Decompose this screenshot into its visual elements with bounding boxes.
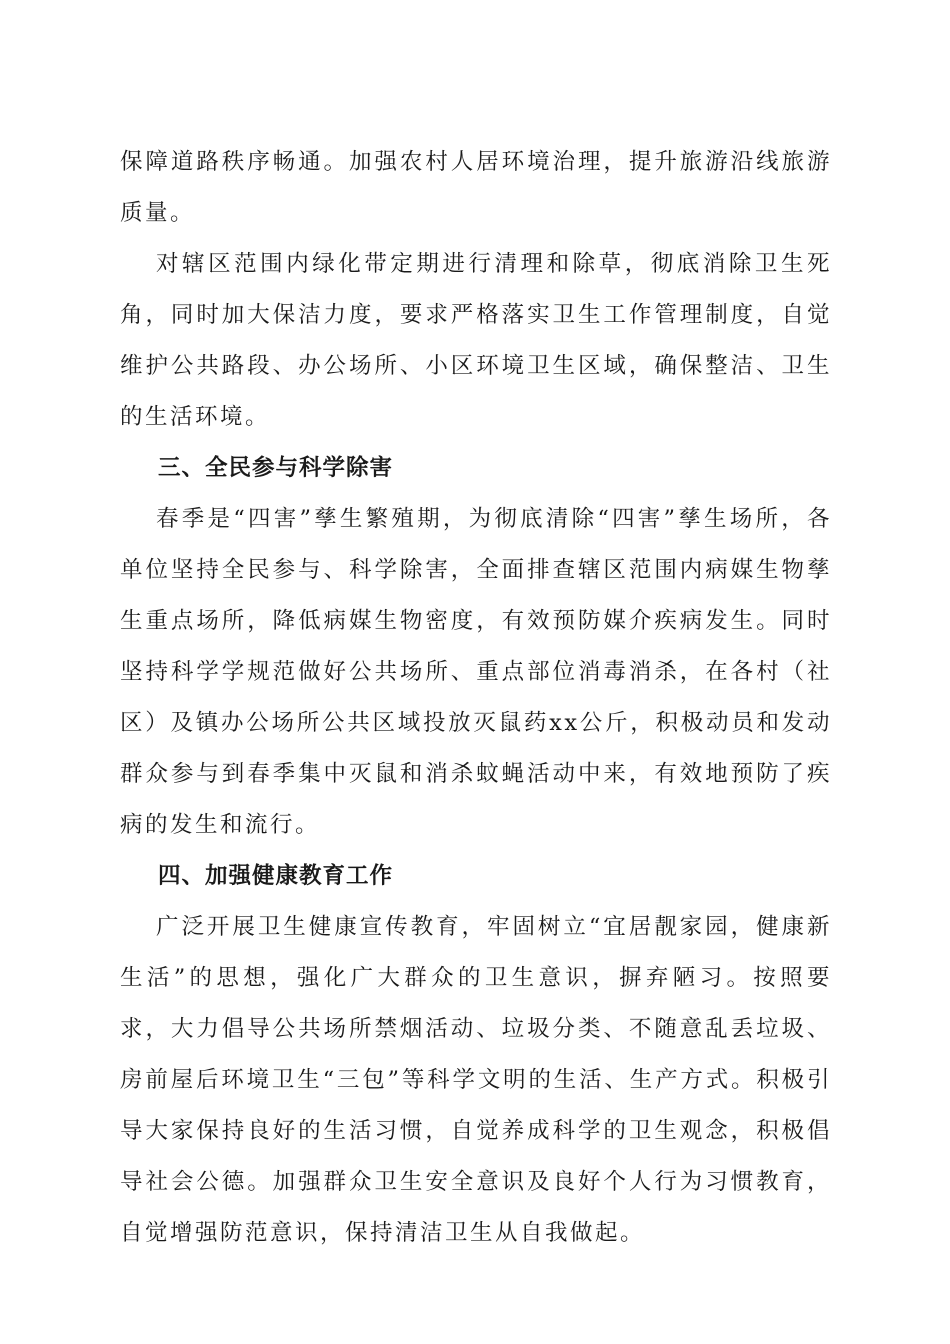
- paragraph-pest-control: 春季是“四害”孳生繁殖期，为彻底清除“四害”孳生场所，各单位坚持全民参与、科学除害，全面排查辖区范围内病媒生物孳生重点场所，降低病媒生物密度，有效预防媒介疾病发生。同时坚持科学学规范做好公共场所、重点部位消毒消杀，在各村（社区）及镇办公场所公共区域投放灭鼠药xx公斤，积极动员和发动群众参与到春季集中灭鼠和消杀蚊蝇活动中来，有效地预防了疾病的发生和流行。: [120, 506, 832, 838]
- paragraph-health-education: 广泛开展卫生健康宣传教育，牢固树立“宜居靓家园，健康新生活”的思想，强化广大群众的卫生意识，摒弃陋习。按照要求，大力倡导公共场所禁烟活动、垃圾分类、不随意乱丢垃圾、房前屋后环境卫生“三包”等科学文明的生活、生产方式。积极引导大家保持良好的生活习惯，自觉养成科学的卫生观念，积极倡导社会公德。加强群众卫生安全意识及良好个人行为习惯教育，自觉增强防范意识，保持清洁卫生从自我做起。: [120, 914, 832, 1246]
- paragraph-greenbelt-cleaning: 对辖区范围内绿化带定期进行清理和除草，彻底消除卫生死角，同时加大保洁力度，要求严格落实卫生工作管理制度，自觉维护公共路段、办公场所、小区环境卫生区域，确保整洁、卫生的生活环境。: [120, 251, 832, 430]
- paragraph-road-order: 保障道路秩序畅通。加强农村人居环境治理，提升旅游沿线旅游质量。: [120, 149, 832, 226]
- document-body: [120, 137, 832, 1259]
- section-heading-pest-control: 三、全民参与科学除害: [158, 455, 394, 481]
- section-heading-health-education: 四、加强健康教育工作: [158, 863, 394, 889]
